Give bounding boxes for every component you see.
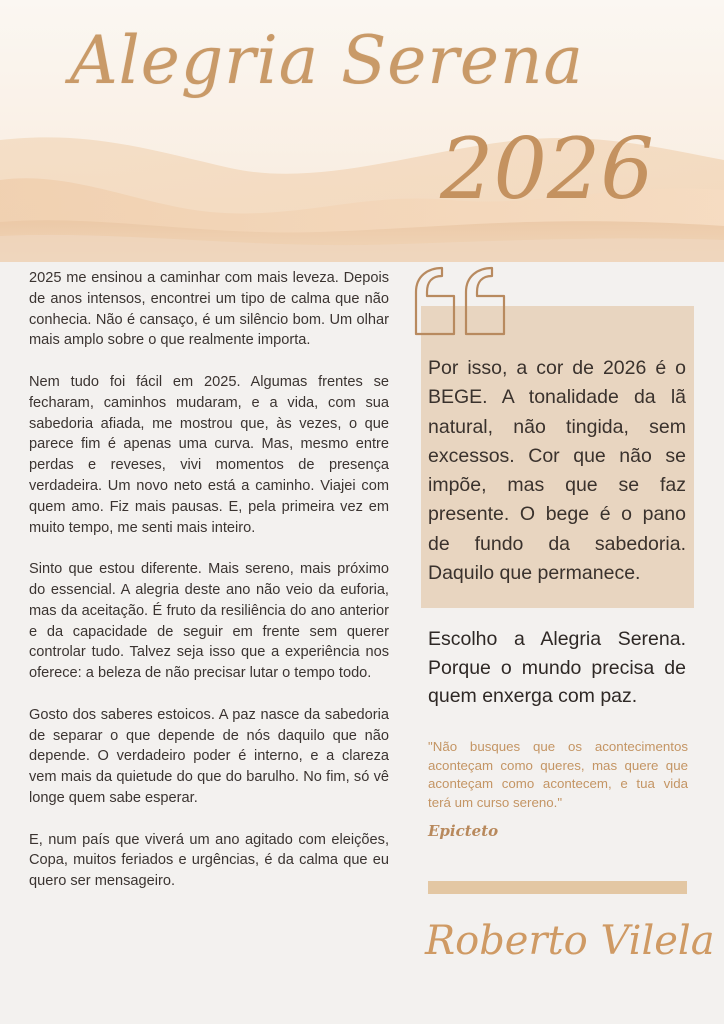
paragraph-4: Gosto dos saberes estoicos. A paz nasce da sabedoria de separar o que depende de nós daquilo que não depende. O verdadeiro poder é interno, e a clareza vem mais da quietude do que do barulho. No fim, só vê longe quem sabe esperar. [29,706,389,806]
header-banner [0,0,724,262]
opening-quote-icon [410,262,510,338]
choice-statement: Escolho a Alegria Serena. Porque o mundo precisa de quem enxerga com paz. [428,628,686,707]
epigraph-quote: "Não busques que os acontecimentos aconteçam como queres, mas quere que aconteçam como acontecem, e tua vida terá um curso sereno." [428,739,688,810]
paragraph-3: Sinto que estou diferente. Mais sereno, mais próximo do essencial. A alegria deste ano não veio da euforia, mas da aceitação. É fruto da resiliência do ano anterior e da capacidade de seguir em frente sem querer controlar tudo. Talvez seja isso que a experiência nos oferece: a beleza de não precisar lutar o tempo todo. [29,561,389,682]
author-signature: Roberto Vilela [425,918,715,964]
paragraph-1: 2025 me ensinou a caminhar com mais leveza. Depois de anos intensos, encontrei um tipo de calma que não conhecia. Não é cansaço, é um silêncio bom. Um olhar mais amplo sobre o que realmente importa. [29,270,389,349]
epigraph-author: Epicteto [428,822,499,840]
paragraph-2: Nem tudo foi fácil em 2025. Algumas frentes se fecharam, caminhos mudaram, e a vida, com sua sabedoria afiada, me mostrou que, às vezes, o que parece fim é apenas uma curva. Mas, mesmo entre perdas e reveses, vivi momentos de presença verdadeira. Um novo neto está a caminho. Viajei com quem amo. Fiz mais pausas. E, pela primeira vez em muito tempo, me senti mais inteiro. [29,373,389,536]
main-text-column [29,268,389,913]
title-line-1: Alegria Serena [70,22,584,99]
decorative-bar [428,881,687,894]
paragraph-5: E, num país que viverá um ano agitado com eleições, Copa, muitos feriados e urgências, é da calma que eu quero ser mensageiro. [29,831,389,890]
highlight-text: Por isso, a cor de 2026 é o BEGE. A tonalidade da lã natural, não tingida, sem excessos. Cor que não se impõe, mas que se faz presente. O bege é o pano de fundo da sabedoria. Daquilo que permanece. [428,357,686,585]
title-year: 2026 [440,120,654,218]
